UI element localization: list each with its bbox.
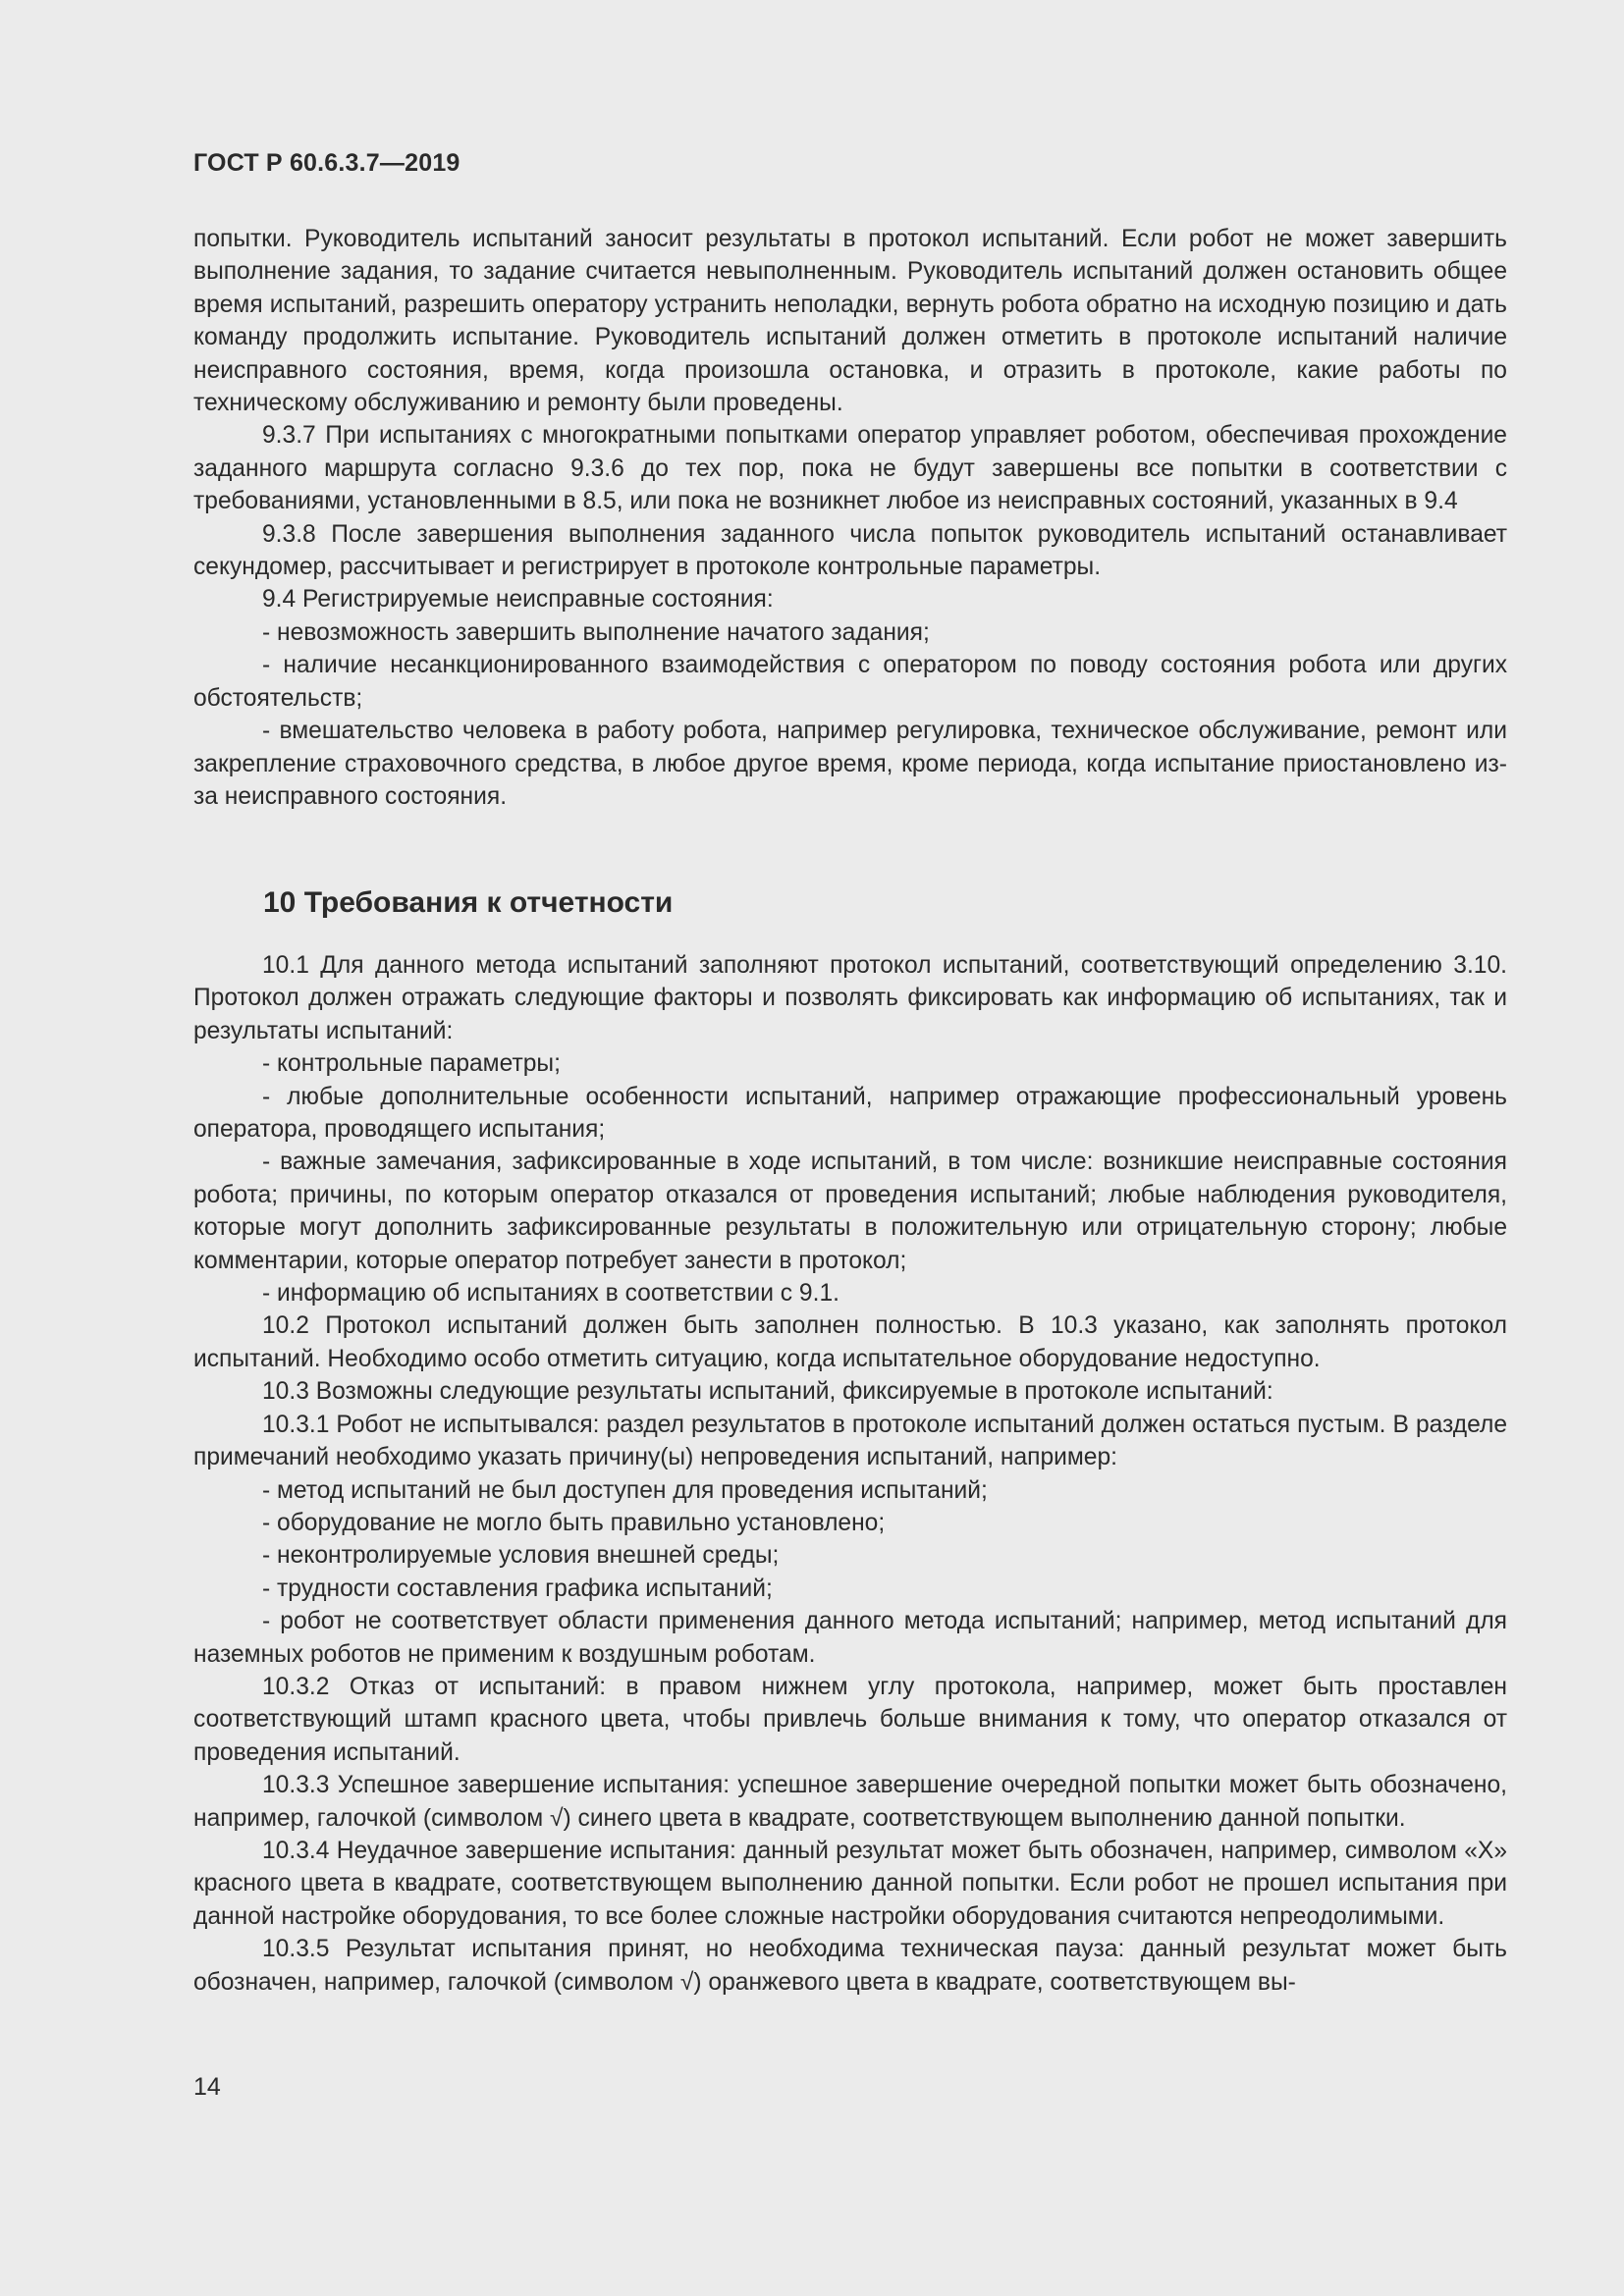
paragraph-p-10-3-5: 10.3.5 Результат испытания принят, но необходима техническая пауза: данный результат может быть обозначен, например, галочкой (символом √) оранжевого цвета в квадрате, соответствующем вы- [193,1936,1507,1996]
paragraph-p-10-3-2: 10.3.2 Отказ от испытаний: в правом нижнем углу протокола, например, может быть проставлен соответствующий штамп красного цвета, чтобы привлечь больше внимания к тому, что оператор отказался от проведения испытаний. [193,1673,1507,1766]
paragraph-li-10-1-d: - информацию об испытаниях в соответствии с 9.1. [262,1280,839,1308]
text-block-10 [193,949,1507,1999]
paragraph-li-9-4-c: - вмешательство человека в работу робота, например регулировка, техническое обслуживание, ремонт или закрепление страховочного средства, в любое другое время, кроме периода, когда испытание приостановлено из-за неисправного состояния. [193,718,1507,810]
paragraph-li-10-3-1-b: - оборудование не могло быть правильно установлено; [262,1509,886,1536]
paragraph-p-9-3-8: 9.3.8 После завершения выполнения заданного числа попыток руководитель испытаний останавливает секундомер, рассчитывает и регистрирует в протоколе контрольные параметры. [193,520,1507,581]
paragraph-p-cont: попытки. Руководитель испытаний заносит результаты в протокол испытаний. Если робот не может завершить выполнение задания, то задание считается невыполненным. Руководитель испытаний должен остановить общее время испытаний, разрешить оператору устранить неполадки, вернуть робота обратно на исходную позицию и дать команду продолжить испытание. Руководитель испытаний должен отметить в протоколе испытаний наличие неисправного состояния, время, когда произошла остановка, и отразить в протоколе, какие работы по техническому обслуживанию и ремонту были проведены. [193,226,1507,417]
paragraph-li-10-3-1-c: - неконтролируемые условия внешней среды; [262,1542,780,1570]
paragraph-li-10-3-1-e: - робот не соответствует области применения данного метода испытаний; например, метод испытаний для наземных роботов не применим к воздушным роботам. [193,1608,1507,1668]
paragraph-li-10-1-b: - любые дополнительные особенности испытаний, например отражающие профессиональный уровень оператора, проводящего испытания; [193,1083,1507,1144]
paragraph-li-10-3-1-d: - трудности составления графика испытаний; [262,1575,773,1602]
paragraph-p-10-2: 10.2 Протокол испытаний должен быть заполнен полностью. В 10.3 указано, как заполнять протокол испытаний. Необходимо особо отметить ситуацию, когда испытательное оборудование недоступно. [193,1312,1507,1372]
paragraph-li-9-4-a: - невозможность завершить выполнение начатого задания; [262,618,930,646]
paragraph-li-9-4-b: - наличие несанкционированного взаимодействия с оператором по поводу состояния робота или других обстоятельств; [193,652,1507,712]
text-block-9 [193,223,1507,813]
paragraph-p-10-1: 10.1 Для данного метода испытаний заполняют протокол испытаний, соответствующий определению 3.10. Протокол должен отражать следующие факторы и позволять фиксировать как информацию об испытаниях, так и результаты испытаний: [193,952,1507,1044]
paragraph-p-10-3-4: 10.3.4 Неудачное завершение испытания: данный результат может быть обозначен, например, символом «Х» красного цвета в квадрате, соответствующем выполнению данной попытки. Если робот не прошел испытания при данной настройке оборудования, то все более сложные настройки оборудования считаются непреодолимыми. [193,1837,1507,1930]
paragraph-p-9-4: 9.4 Регистрируемые неисправные состояния: [262,586,774,614]
paragraph-li-10-3-1-a: - метод испытаний не был доступен для проведения испытаний; [262,1476,988,1504]
paragraph-p-10-3-1: 10.3.1 Робот не испытывался: раздел результатов в протоколе испытаний должен остаться пустым. В разделе примечаний необходимо указать причину(ы) непроведения испытаний, например: [193,1411,1507,1471]
paragraph-p-10-3-3: 10.3.3 Успешное завершение испытания: успешное завершение очередной попытки может быть обозначено, например, галочкой (символом √) синего цвета в квадрате, соответствующем выполнению данной попытки. [193,1772,1507,1832]
paragraph-p-9-3-7: 9.3.7 При испытаниях с многократными попытками оператор управляет роботом, обеспечивая прохождение заданного маршрута согласно 9.3.6 до тех пор, пока не будут завершены все попытки в соответствии с требованиями, установленными в 8.5, или пока не возникнет любое из неисправных состояний, указанных в 9.4 [193,422,1507,515]
paragraph-li-10-1-a: - контрольные параметры; [262,1050,561,1078]
page-number: 14 [193,2073,221,2101]
paragraph-li-10-1-c: - важные замечания, зафиксированные в ходе испытаний, в том числе: возникшие неисправные состояния робота; причины, по которым оператор отказался от проведения испытаний; любые наблюдения руководителя, которые могут дополнить зафиксированные результаты в положительную или отрицательную сторону; любые комментарии, которые оператор потребует занести в протокол; [193,1148,1507,1274]
paragraph-p-10-3: 10.3 Возможны следующие результаты испытаний, фиксируемые в протоколе испытаний: [262,1378,1273,1406]
document-header: ГОСТ Р 60.6.3.7—2019 [193,149,460,177]
section-title: 10 Требования к отчетности [263,886,674,919]
